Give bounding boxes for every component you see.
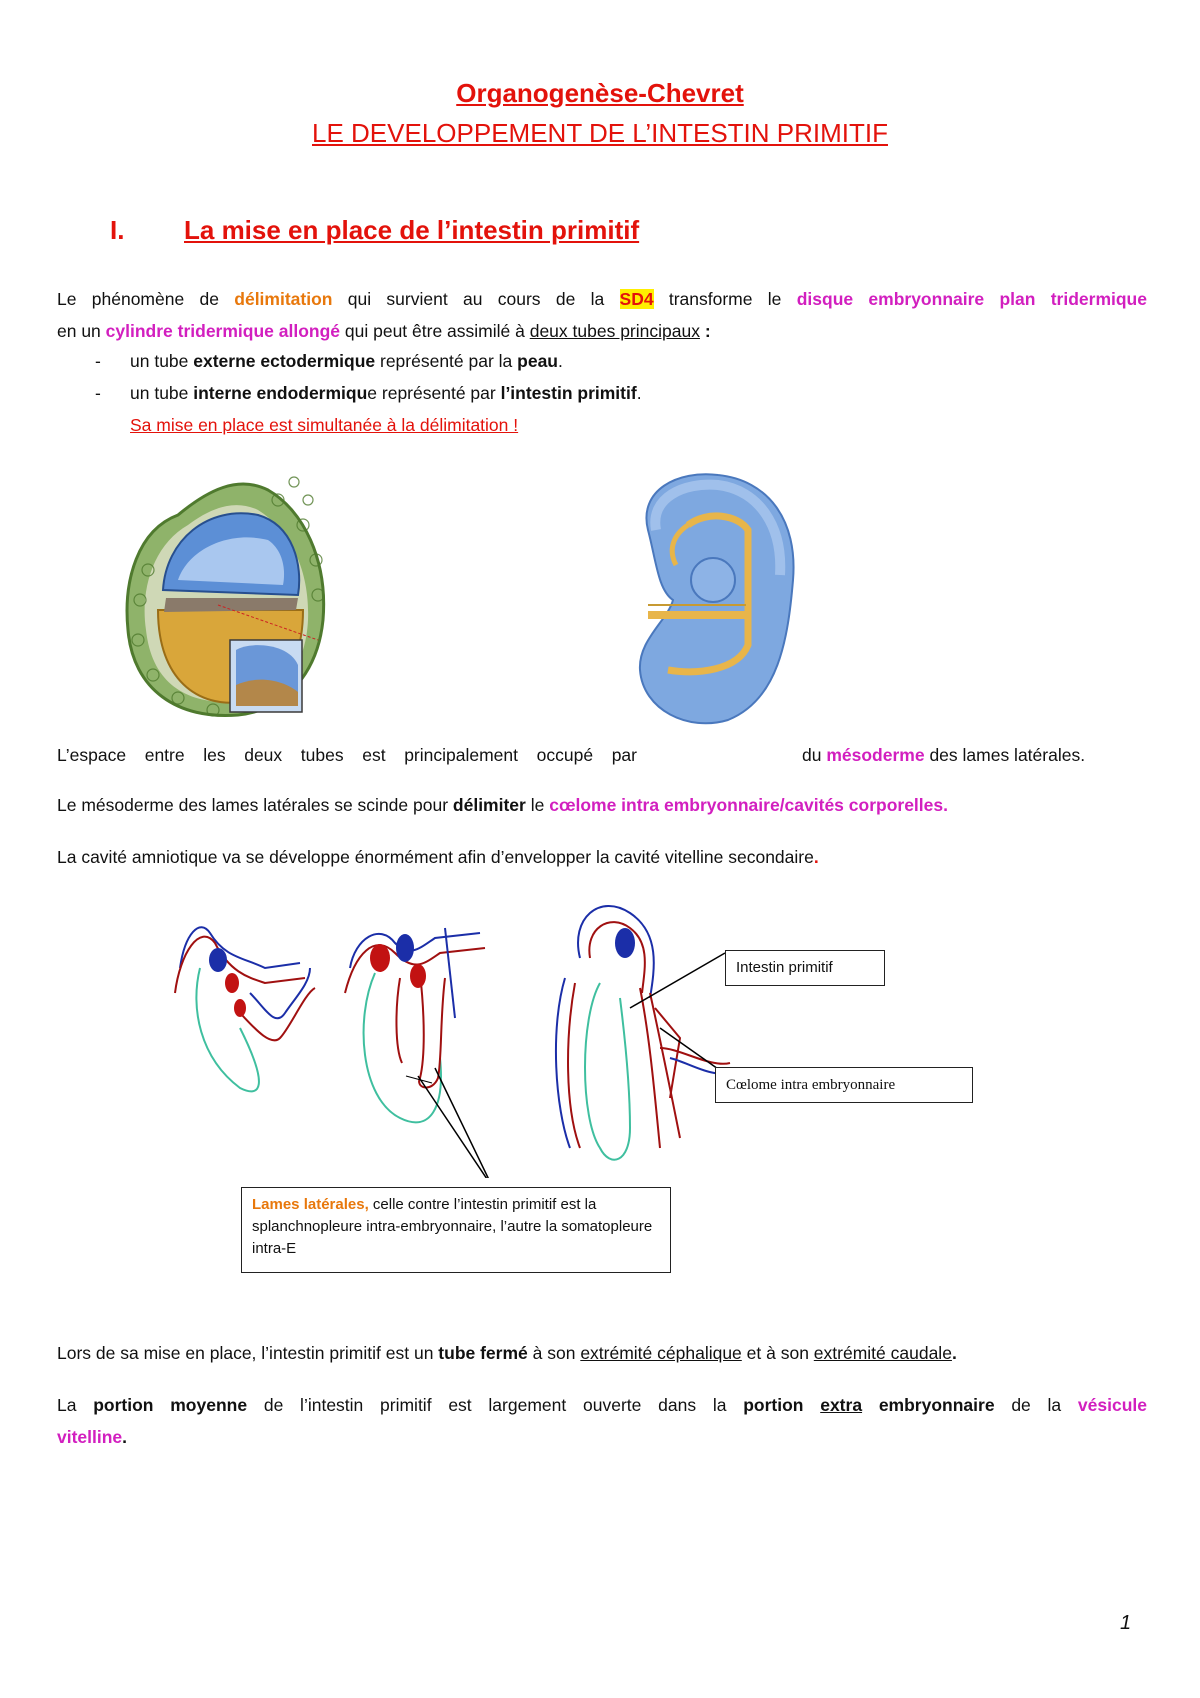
para2-part2: [802, 740, 1200, 771]
text: .: [951, 1343, 957, 1363]
section-title: La mise en place de l’intestin primitif: [184, 215, 640, 245]
bold-text: portion: [743, 1395, 821, 1415]
text: Lors de sa mise en place, l’intestin primitif est un: [57, 1343, 439, 1363]
delimitation-stages-diagram: [170, 898, 1000, 1178]
document-subtitle: LE DEVELOPPEMENT DE L’INTESTIN PRIMITIF: [312, 118, 888, 148]
text: et à son: [741, 1343, 814, 1363]
term-delimitation: délimitation: [234, 289, 333, 309]
text: en un: [57, 321, 106, 341]
bold-text: peau: [517, 351, 559, 371]
underlined-text: extra: [820, 1395, 863, 1415]
bold-text: l’intestin primitif: [500, 383, 637, 403]
text: La cavité amniotique va se développe énormément afin d’envelopper la cavité vitelline secondaire: [57, 847, 814, 867]
embryo-gut-figure: [628, 470, 804, 732]
para2-part1: L’espace entre les deux tubes est principalement occupé par: [57, 745, 637, 765]
text: .: [813, 847, 819, 867]
text: qui peut être assimilé à: [340, 321, 530, 341]
bullet-item: [130, 346, 1030, 377]
note-simultanee: Sa mise en place est simultanée à la délimitation !: [130, 415, 519, 435]
callout-text: celle contre l’intestin primitif est la splanchnopleure intra-embryonnaire, l’autre la somatopleure intra-E: [252, 1196, 653, 1257]
document-title: Organogenèse-Chevret: [456, 78, 744, 108]
text: e représenté par: [367, 383, 501, 403]
bold-text: délimiter: [452, 795, 526, 815]
para1-line2: [57, 316, 1147, 347]
text: un tube: [130, 351, 194, 371]
text: à son: [527, 1343, 581, 1363]
section-number: I.: [110, 215, 125, 245]
bullet-item: [130, 378, 1030, 409]
text: .: [558, 351, 563, 371]
term-mesoderme: mésoderme: [826, 745, 925, 765]
bold-text: interne endodermiqu: [193, 383, 368, 403]
text: de la: [994, 1395, 1078, 1415]
underlined-text: extrémité céphalique: [580, 1343, 742, 1363]
bold-text: portion moyenne: [93, 1395, 248, 1415]
bold-text: embryonnaire: [862, 1395, 995, 1415]
para4: [57, 842, 1147, 873]
term-disque: disque embryonnaire plan tridermique: [796, 289, 1147, 309]
term-deux-tubes: deux tubes principaux: [529, 321, 700, 341]
text: le: [525, 795, 550, 815]
term-vesicule: vésicule: [1077, 1395, 1147, 1415]
para5: [57, 1338, 1147, 1369]
embryo-section-figure: [118, 470, 333, 720]
bullet-dash: -: [95, 383, 101, 403]
para3: [57, 790, 1147, 821]
text: du: [802, 745, 827, 765]
callout-title: Lames latérales,: [252, 1196, 369, 1213]
page-number: 1: [1120, 1612, 1132, 1634]
term-coelome: cœlome intra embryonnaire/cavités corporelles.: [549, 795, 948, 815]
text: un tube: [130, 383, 194, 403]
text: Le mésoderme des lames latérales se scinde pour: [57, 795, 453, 815]
bold-text: externe ectodermique: [193, 351, 376, 371]
para6-line2: [57, 1422, 1147, 1453]
callout-lames-laterales: [241, 1187, 671, 1273]
callout-intestin-primitif: Intestin primitif: [725, 950, 885, 986]
text: qui survient au cours de la: [332, 289, 620, 309]
text: :: [699, 321, 711, 341]
para1-line1: [57, 284, 1147, 315]
term-sd4: SD4: [619, 289, 654, 309]
text: .: [636, 383, 642, 403]
callout-coelome: Cœlome intra embryonnaire: [715, 1067, 973, 1103]
term-cylindre: cylindre tridermique allongé: [105, 321, 341, 341]
text: des lames latérales.: [924, 745, 1086, 765]
term-vitelline: vitelline: [57, 1427, 123, 1447]
text: .: [122, 1427, 128, 1447]
text: transforme le: [653, 289, 797, 309]
para6-line1: [57, 1390, 1147, 1421]
underlined-text: extrémité caudale: [813, 1343, 952, 1363]
bullet-dash: -: [95, 351, 101, 371]
text: représenté par la: [375, 351, 518, 371]
bold-text: tube fermé: [438, 1343, 528, 1363]
text: Le phénomène de: [57, 289, 235, 309]
text: La: [57, 1395, 94, 1415]
text: de l’intestin primitif est largement ouverte dans la: [247, 1395, 744, 1415]
